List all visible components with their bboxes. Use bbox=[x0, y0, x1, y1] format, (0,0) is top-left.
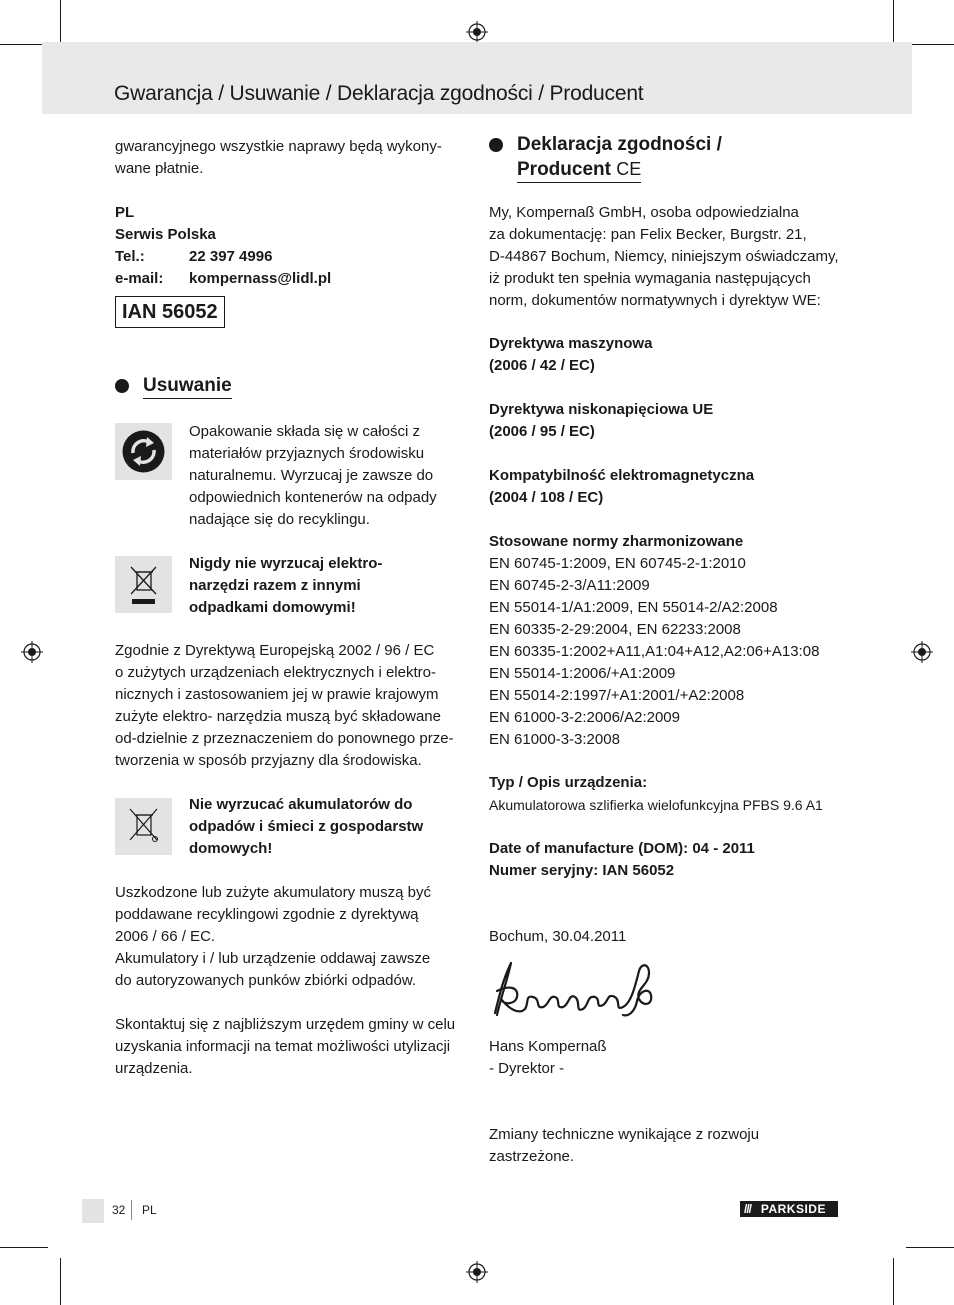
directive-text: Zgodnie z Dyrektywą Europejską 2002 / 96 / EC o zużytych urządzeniach elektrycznych i elektro- nicznych i zastosowaniem jej w prawie krajowym zużyte elektro- narzędzia muszą być składowane od-dzielnie z przeznaczeniem do ponownego prze- tworzenia w sposób przyjazny dla środowiska. bbox=[115, 642, 454, 769]
email-label: e-mail: bbox=[115, 270, 164, 287]
logo-stripes-icon: /// bbox=[744, 1202, 752, 1216]
place-date: Bochum, 30.04.2011 bbox=[489, 928, 627, 945]
battery-warning: Nie wyrzucać akumulatorów do odpadów i śmieci z gospodarstw domowych! bbox=[189, 796, 424, 857]
service-tel-row bbox=[115, 246, 465, 268]
bullet-icon bbox=[489, 138, 503, 152]
service-name: Serwis Polska bbox=[115, 226, 216, 243]
tools-warning: Nigdy nie wyrzucaj elektro- narzędzi razem z innymi odpadkami domowymi! bbox=[189, 555, 383, 616]
contact-text: Skontaktuj się z najbliższym urzędem gminy w celu uzyskania informacji na temat możliwości utylizacji urządzenia. bbox=[115, 1016, 456, 1077]
footer-language: PL bbox=[142, 1203, 157, 1217]
ian-number: IAN 56052 bbox=[115, 296, 225, 328]
directive-machinery: Dyrektywa maszynowa (2006 / 42 / EC) bbox=[489, 335, 653, 374]
signer-name: Hans Kompernaß bbox=[489, 1038, 607, 1055]
footer-divider bbox=[131, 1200, 132, 1220]
recycling-icon bbox=[115, 423, 172, 480]
signature-image bbox=[489, 957, 661, 1023]
disposal-heading: Usuwanie bbox=[115, 374, 465, 398]
registration-mark-left bbox=[21, 641, 43, 663]
declaration-heading: Deklaracja zgodności / Producent CE bbox=[489, 133, 722, 182]
email-value: kompernass@lidl.pl bbox=[189, 270, 332, 287]
parkside-logo: /// PARKSIDE bbox=[740, 1201, 838, 1217]
ce-mark-icon: CE bbox=[616, 159, 642, 179]
declaration-text: My, Kompernaß GmbH, osoba odpowiedzialna za dokumentację: pan Felix Becker, Burgstr. 21, D-44867 Bochum, Niemcy, niniejszym oświadczamy, iż produkt ten spełnia wymagania następujących norm, dokumentów normatywnych i dyrektyw WE: bbox=[489, 204, 839, 309]
standards-list: EN 60745-1:2009, EN 60745-2-1:2010 EN 60745-2-3/A11:2009 EN 55014-1/A1:2009, EN 55014-2/A2:2008 EN 60335-2-29:2004, EN 62233:2008 EN 60335-1:2002+A11,A1:04+A12,A2:06+A13:08 EN 55014-1:2006/+A1:2009 EN 55014-2:1997/+A1:2001/+A2:2008 EN 61000-3-2:2006/A2:2009 EN 61000-3-3:2008 bbox=[489, 555, 820, 748]
battery-text: Uszkodzone lub zużyte akumulatory muszą być poddawane recyklingowi zgodnie z dyrektywą 2006 / 66 / EC. Akumulatory i / lub urządzenie oddawaj zawsze do autoryzowanych punków zbiórki odpadów. bbox=[115, 884, 431, 989]
type-value: Akumulatorowa szlifierka wielofunkcyjna PFBS 9.6 A1 bbox=[489, 797, 823, 813]
serial-text: Numer seryjny: IAN 56052 bbox=[489, 862, 675, 879]
signer-title: - Dyrektor - bbox=[489, 1060, 564, 1077]
page-title: Gwarancja / Usuwanie / Deklaracja zgodności / Producent bbox=[114, 82, 644, 105]
directive-low-voltage: Dyrektywa niskonapięciowa UE (2006 / 95 / EC) bbox=[489, 401, 714, 440]
battery-bin-icon bbox=[115, 798, 172, 855]
standards-heading: Stosowane normy zharmonizowane bbox=[489, 533, 744, 550]
tel-label: Tel.: bbox=[115, 248, 145, 265]
dom-text: Date of manufacture (DOM): 04 - 2011 bbox=[489, 840, 755, 857]
tel-value: 22 397 4996 bbox=[189, 248, 273, 265]
crossed-bin-icon bbox=[115, 556, 172, 613]
page-number: 32 bbox=[112, 1203, 126, 1217]
footer-marker bbox=[82, 1199, 104, 1223]
type-heading: Typ / Opis urządzenia: bbox=[489, 774, 648, 791]
registration-mark-bottom bbox=[466, 1261, 488, 1283]
registration-mark-right bbox=[911, 641, 933, 663]
changes-note: Zmiany techniczne wynikające z rozwoju zastrzeżone. bbox=[489, 1126, 760, 1165]
page-header bbox=[42, 42, 912, 114]
packaging-text: Opakowanie składa się w całości z materiałów przyjaznych środowisku naturalnemu. Wyrzucaj je zawsze do odpowiednich kontenerów na odpady nadające się do recyklingu. bbox=[189, 423, 437, 528]
service-block bbox=[115, 202, 465, 290]
directive-emc: Kompatybilność elektromagnetyczna (2004 / 108 / EC) bbox=[489, 467, 755, 506]
intro-text: gwarancyjnego wszystkie naprawy będą wykony- wane płatnie. bbox=[115, 138, 442, 177]
service-email-row bbox=[115, 268, 465, 290]
registration-mark-top bbox=[466, 21, 488, 43]
service-country: PL bbox=[115, 204, 135, 221]
bullet-icon bbox=[115, 379, 129, 393]
